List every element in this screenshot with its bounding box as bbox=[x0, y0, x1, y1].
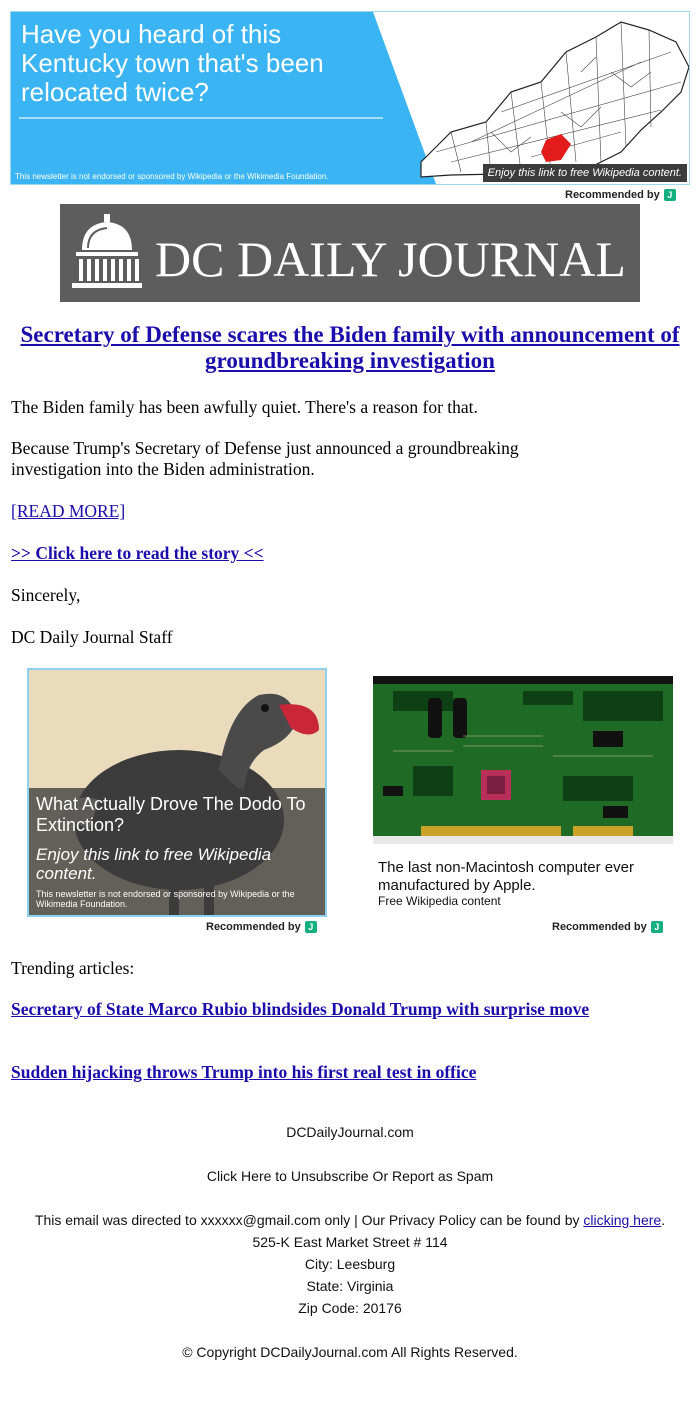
taboola-icon: J bbox=[305, 921, 317, 933]
click-here-story-link[interactable]: >> Click here to read the story << bbox=[11, 543, 264, 563]
recommended-label: Recommended by bbox=[552, 921, 647, 933]
footer-state: State: Virginia bbox=[306, 1278, 394, 1294]
ad-divider bbox=[19, 117, 383, 119]
privacy-policy-link[interactable]: clicking here bbox=[583, 1212, 662, 1228]
recommended-by-dodo[interactable] bbox=[206, 921, 317, 933]
top-ad-kentucky[interactable] bbox=[10, 11, 690, 185]
dodo-ad-disclaimer: This newsletter is not endorsed or sponsored by Wikipedia or the Wikimedia Foundation. bbox=[36, 889, 295, 909]
trending-label: Trending articles: bbox=[11, 958, 135, 978]
circuit-board-ad[interactable] bbox=[373, 676, 673, 844]
dodo-ad-overlay bbox=[29, 788, 325, 917]
kentucky-map-image bbox=[391, 12, 690, 185]
footer-directed-text: This email was directed to xxxxxx@gmail.com only | Our Privacy Policy can be found by bbox=[34, 1212, 580, 1228]
article-paragraph-2: Because Trump's Secretary of Defense just announced a groundbreaking investigation into the Biden administration. bbox=[11, 438, 519, 479]
article-headline-link[interactable]: Secretary of Defense scares the Biden family with announcement of groundbreaking investigation bbox=[20, 322, 680, 373]
dodo-ad[interactable] bbox=[27, 668, 327, 917]
taboola-icon: J bbox=[664, 189, 676, 201]
recommended-by-top[interactable] bbox=[565, 189, 676, 201]
circuit-board-image bbox=[373, 676, 673, 844]
unsubscribe-link[interactable]: Click Here to Unsubscribe Or Report as Spam bbox=[206, 1168, 494, 1184]
circuit-ad-caption[interactable]: The last non-Macintosh computer ever manufactured by Apple. bbox=[378, 859, 634, 894]
trending-item bbox=[11, 999, 681, 1020]
read-more-link[interactable]: [READ MORE] bbox=[11, 501, 126, 521]
dodo-ad-enjoy: Enjoy this link to free Wikipedia content. bbox=[36, 845, 272, 883]
footer-period: . bbox=[661, 1212, 666, 1228]
click-here-story bbox=[11, 543, 681, 564]
footer-site: DCDailyJournal.com bbox=[286, 1124, 414, 1140]
article-headline bbox=[20, 322, 680, 374]
taboola-icon: J bbox=[651, 921, 663, 933]
recommended-by-circuit[interactable] bbox=[552, 921, 663, 933]
trending-link-1[interactable]: Secretary of State Marco Rubio blindsides Donald Trump with surprise move bbox=[11, 999, 590, 1019]
read-more bbox=[11, 501, 681, 522]
recommended-label: Recommended by bbox=[565, 189, 660, 201]
circuit-ad-subcaption: Free Wikipedia content bbox=[378, 894, 501, 908]
footer-copyright: © Copyright DCDailyJournal.com All Rights Reserved. bbox=[182, 1344, 518, 1360]
footer-address: 525-K East Market Street # 114 bbox=[252, 1234, 448, 1250]
ad-enjoy-label: Enjoy this link to free Wikipedia content. bbox=[483, 164, 687, 182]
recommended-label: Recommended by bbox=[206, 921, 301, 933]
dodo-ad-headline: What Actually Drove The Dodo To Extinction? bbox=[36, 794, 306, 835]
footer-directed bbox=[0, 1209, 700, 1231]
trending-item bbox=[11, 1062, 681, 1083]
sign-off: Sincerely, bbox=[11, 585, 81, 605]
signature: DC Daily Journal Staff bbox=[11, 627, 173, 647]
masthead-title: DC DAILY JOURNAL bbox=[155, 231, 626, 287]
trending-link-2[interactable]: Sudden hijacking throws Trump into his first real test in office bbox=[11, 1062, 477, 1082]
article-paragraph-1: The Biden family has been awfully quiet. There's a reason for that. bbox=[11, 397, 478, 417]
footer-city: City: Leesburg bbox=[304, 1256, 396, 1272]
ad-headline: Have you heard of this Kentucky town that's been relocated twice? bbox=[21, 19, 324, 107]
masthead-banner[interactable] bbox=[60, 204, 640, 302]
ad-disclaimer: This newsletter is not endorsed or sponsored by Wikipedia or the Wikimedia Foundation. bbox=[15, 172, 329, 181]
capitol-dome-icon bbox=[68, 212, 146, 294]
footer-zip: Zip Code: 20176 bbox=[298, 1300, 402, 1316]
